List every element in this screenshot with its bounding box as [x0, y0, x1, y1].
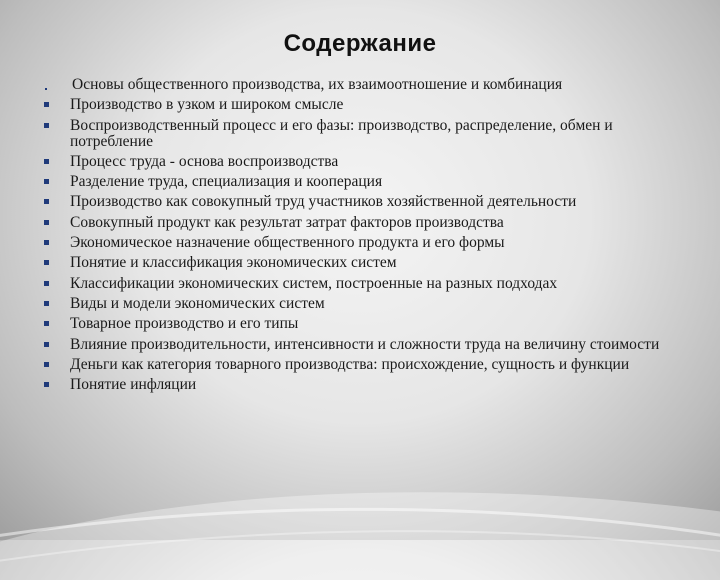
list-item	[30, 194, 695, 210]
list-item	[30, 377, 695, 393]
page-title: Содержание	[283, 30, 437, 57]
bullet-icon	[30, 235, 70, 245]
list-item	[30, 77, 695, 93]
bullet-icon	[30, 154, 70, 164]
list-item	[30, 174, 695, 190]
list-item-text: Основы общественного производства, их взаимоотношение и комбинация	[72, 76, 563, 93]
bullet-icon	[30, 316, 70, 326]
list-item-text: Воспроизводственный процесс и его фазы: производство, распределение, обмен и потребление	[70, 116, 613, 150]
bullet-icon	[30, 296, 70, 306]
list-item	[30, 118, 695, 150]
list-item	[30, 154, 695, 170]
list-item-text: Влияние производительности, интенсивности и сложности труда на величину стоимости	[70, 335, 660, 353]
list-item-text: Деньги как категория товарного производства: происхождение, сущность и функции	[70, 355, 630, 373]
list-item	[30, 296, 695, 312]
list-item-text: Виды и модели экономических систем	[70, 294, 325, 312]
list-item	[30, 97, 695, 113]
list-item	[30, 255, 695, 271]
list-item	[30, 215, 695, 231]
list-item	[30, 337, 695, 353]
list-item-text: Процесс труда - основа воспроизводства	[70, 152, 339, 170]
list-item	[30, 235, 695, 251]
list-item-text: Разделение труда, специализация и кооперация	[70, 173, 383, 191]
bullet-icon	[30, 337, 70, 347]
bullet-icon	[30, 194, 70, 204]
bullet-icon	[30, 215, 70, 225]
bullet-icon	[30, 77, 70, 90]
list-item-text: Совокупный продукт как результат затрат факторов производства	[70, 213, 504, 231]
bullet-icon	[30, 255, 70, 265]
bullet-icon	[30, 377, 70, 387]
list-item	[30, 276, 695, 292]
list-item-text: Экономическое назначение общественного продукта и его формы	[70, 234, 505, 252]
bullet-icon	[30, 118, 70, 128]
bullet-icon	[30, 276, 70, 286]
bullet-icon	[30, 174, 70, 184]
contents-list	[30, 77, 695, 397]
list-item-text: Производство в узком и широком смысле	[70, 96, 344, 114]
decorative-swoosh	[0, 450, 720, 580]
list-item-text: Понятие и классификация экономических систем	[70, 254, 397, 272]
list-item	[30, 316, 695, 332]
list-item-text: Товарное производство и его типы	[70, 315, 299, 333]
bullet-icon	[30, 357, 70, 367]
list-item-text: Классификации экономических систем, построенные на разных подходах	[70, 274, 558, 292]
list-item-text: Производство как совокупный труд участников хозяйственной деятельности	[70, 193, 577, 211]
bullet-icon	[30, 97, 70, 107]
list-item	[30, 357, 695, 373]
list-item-text: Понятие инфляции	[70, 376, 197, 394]
